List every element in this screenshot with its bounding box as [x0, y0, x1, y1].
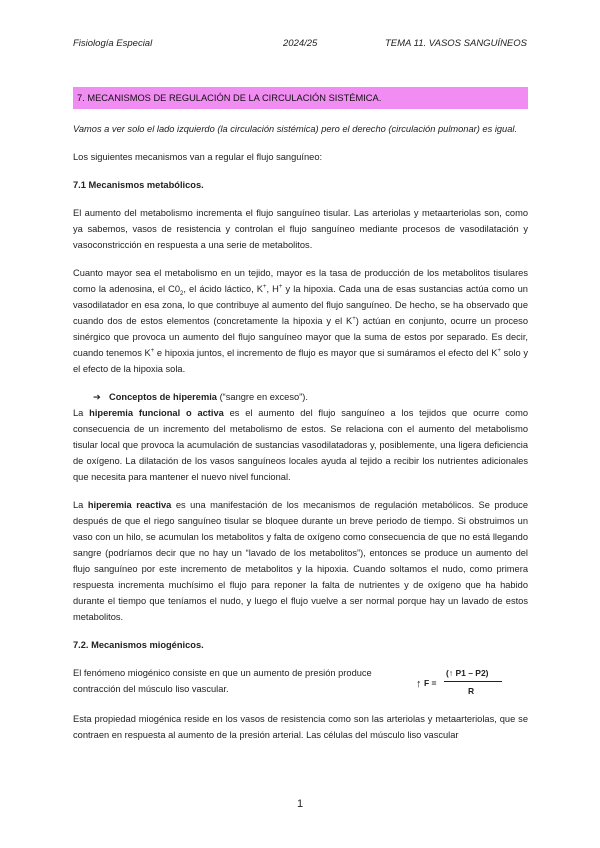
arrow-up-icon: ↑ [416, 677, 422, 690]
formula-lhs: F = [424, 677, 437, 688]
functional-hyperemia-paragraph: La hiperemia funcional o activa es el aumento del flujo sanguíneo a los tejidos que ocurre como consecuencia de un incremento del metabolismo de estos. Se relaciona con el aumento del metabolismo tisular local que provoca la acumulación de sustancias vasodilatadoras y, posiblemente, una ligera deficiencia de oxígeno. La dilatación de los vasos sanguíneos locales ayuda al tejido a recibir los nutrientes adicionales que necesita para mantener el nuevo nivel funcional. [73, 407, 528, 482]
header-topic: TEMA 11. VASOS SANGUÍNEOS [384, 38, 527, 49]
formula-numerator: (↑ P1 – P2) [446, 667, 489, 678]
myogenic-paragraph-2: Esta propiedad miogénica reside en los vasos de resistencia como son las arteriolas y metaarteriolas, que se contraen en respuesta al aumento de la presión arterial. Las células del músculo liso vascular [73, 713, 528, 740]
subsection-title-myogenic: 7.2. Mecanismos miogénicos. [73, 639, 204, 650]
hyperemia-bullet-title: Conceptos de hiperemia [109, 391, 217, 402]
header-year: 2024/25 [283, 38, 318, 49]
section-title: 7. MECANISMOS DE REGULACIÓN DE LA CIRCULACIÓN SISTÉMICA. [73, 87, 528, 109]
flow-formula [416, 664, 516, 704]
lead-paragraph: Los siguientes mecanismos van a regular el flujo sanguíneo: [73, 151, 323, 162]
hyperemia-bullet [73, 390, 528, 406]
arrow-right-icon: ➔ [93, 391, 101, 402]
formula-denominator: R [468, 685, 475, 696]
myogenic-paragraph-1: El fenómeno miogénico consiste en que un aumento de presión produce contracción del músculo liso vascular. [73, 667, 372, 694]
metabolic-paragraph-1: El aumento del metabolismo incrementa el flujo sanguíneo tisular. Las arteriolas y metaarteriolas son, como ya sabemos, vasos de resistencia y controlan el flujo sanguíneo mediante procesos de vasodilatación y vasoconstricción en respuesta a una serie de metabolitos. [73, 207, 528, 250]
fraction-bar [444, 681, 502, 682]
page-number: 1 [296, 798, 304, 810]
metabolic-paragraph-2: Cuanto mayor sea el metabolismo en un tejido, mayor es la tasa de producción de los metabolitos tisulares como la adenosina, el $C0_2$, el ácido láctico, K+, H+ y la hipoxia. Cada una de esas sustancias actúa como un vasodilatador en esa zona, lo que contribuye al aumento del flujo sanguíneo. De hecho, se ha observado que cuando dos de estos elementos (concretamente la hipoxia y el K+) actúan en conjunto, ocurre un proceso sinérgico que provoca un aumento del flujo sanguíneo mayor que la suma de estos por separado. Es decir, cuando tenemos K+ e hipoxia juntos, el incremento de flujo es mayor que si sumáramos el efecto del K+ solo y el efecto de la hipoxia sola. [73, 267, 528, 374]
intro-paragraph: Vamos a ver solo el lado izquierdo (la circulación sistémica) pero el derecho (circulación pulmonar) es igual. [73, 124, 518, 134]
hyperemia-bullet-rest: (“sangre en exceso”). [216, 391, 308, 402]
page-content [73, 87, 528, 756]
reactive-hyperemia-paragraph: La hiperemia reactiva es una manifestación de los mecanismos de regulación metabólicos. Se produce después de que el riego sanguíneo tisular se bloquee durante un breve periodo de tiempo. Si obstruimos un vaso con un hilo, se acumulan los metabolitos y falta de oxígeno como consecuencia de que no está llegando sangre (podríamos decir que no hay un “lavado de los metabolitos”), entonces se produce un aumento del flujo sanguíneo por este incremento de metabolitos y la hipoxia. Cuando soltamos el nudo, como primera respuesta incrementa muchísimo el flujo para reponer la falta de nutrientes y de oxígeno que ha habido durante el tiempo que teníamos el nudo, y luego el flujo vuelve a ser normal porque hay un lavado de estos metabolitos. [73, 499, 528, 622]
page-header [73, 38, 527, 52]
header-course: Fisiología Especial [73, 38, 153, 49]
myogenic-intro-row [73, 666, 528, 702]
subsection-title-metabolic: 7.1 Mecanismos metabólicos. [73, 179, 204, 190]
